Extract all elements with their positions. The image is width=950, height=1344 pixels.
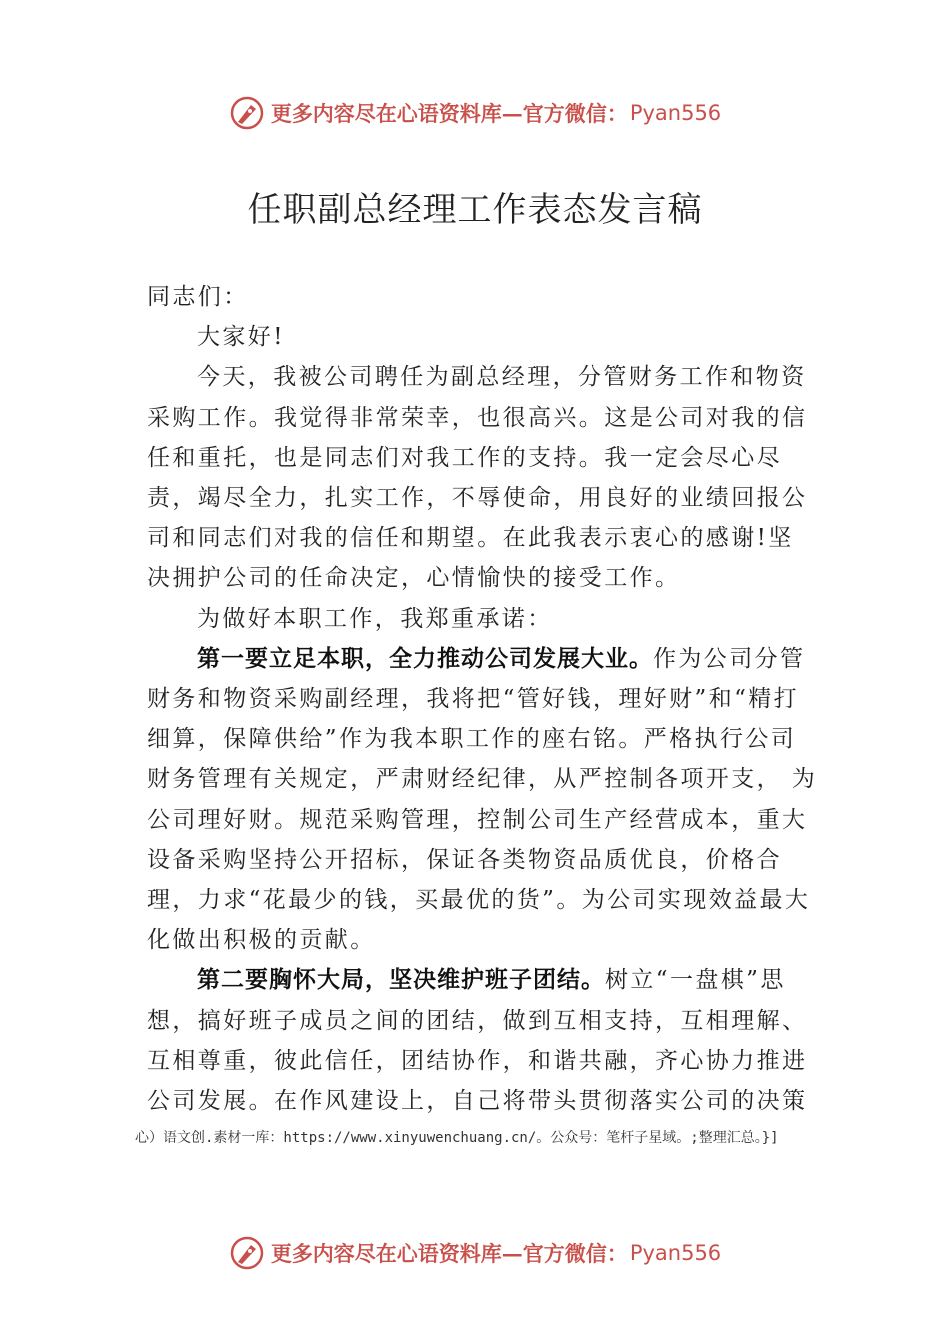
header-banner xyxy=(0,93,950,133)
greeting: 大家好! xyxy=(197,324,285,351)
paragraph-3 xyxy=(147,639,819,961)
banner-wechat-id: Pyan556 xyxy=(629,1241,722,1265)
banner-text: 更多内容尽在心语资料库—官方微信： xyxy=(270,101,628,126)
paragraph-3-lead: 第一要立足本职，全力推动公司发展大业。 xyxy=(197,645,653,672)
pen-nib-logo-icon xyxy=(229,95,265,131)
paragraph-2: 为做好本职工作，我郑重承诺： xyxy=(197,605,553,632)
paragraph-4-lead: 第二要胸怀大局，坚决维护班子团结。 xyxy=(197,967,605,994)
footer-banner xyxy=(0,1233,950,1273)
pen-nib-logo-icon xyxy=(229,1235,265,1271)
paragraph-1: 今天，我被公司聘任为副总经理，分管财务工作和物资采购工作。我觉得非常荣幸，也很高兴。这是公司对我的信任和重托，也是同志们对我工作的支持。我一定会尽心尽责，竭尽全力，扎实工作，不辱使命，用良好的业绩回报公司和同志们对我的信任和期望。在此我表示衷心的感谢!坚决拥护公司的任命决定，心情愉快的接受工作。 xyxy=(147,364,808,592)
paragraph-3-body: 作为公司分管财务和物资采购副经理，我将把“管好钱，理好财”和“精打细算，保障供给”作为我本职工作的座右铭。严格执行公司财务管理有关规定，严肃财经纪律，从严控制各项开支， 为公司理好财。规范采购管理，控制公司生产经营成本，重大设备采购坚持公开招标，保证各类物资品质优良，价格合理，力求“花最少的钱，买最优的货”。为公司实现效益最大化做出积极的贡献。 xyxy=(147,645,818,954)
banner-wechat-id: Pyan556 xyxy=(629,101,722,125)
paragraph-4-body: 树立“一盘棋”思想，搞好班子成员之间的团结，做到互相支持，互相理解、互相尊重，彼此信任，团结协作，和谐共融，齐心协力推进公司发展。在作风建设上，自己将带头贯彻落实公司的决策 xyxy=(147,967,808,1115)
banner-text: 更多内容尽在心语资料库—官方微信： xyxy=(270,1241,628,1266)
document-body xyxy=(147,277,819,1121)
document-title: 任职副总经理工作表态发言稿 xyxy=(247,190,703,230)
source-footnote: 心）语文创.素材一库：https://www.xinyuwenchuang.cn/。公众号：笔杆子星域。;整理汇总。}] xyxy=(135,1130,779,1146)
paragraph-4 xyxy=(147,960,819,1121)
salutation: 同志们： xyxy=(147,284,249,310)
